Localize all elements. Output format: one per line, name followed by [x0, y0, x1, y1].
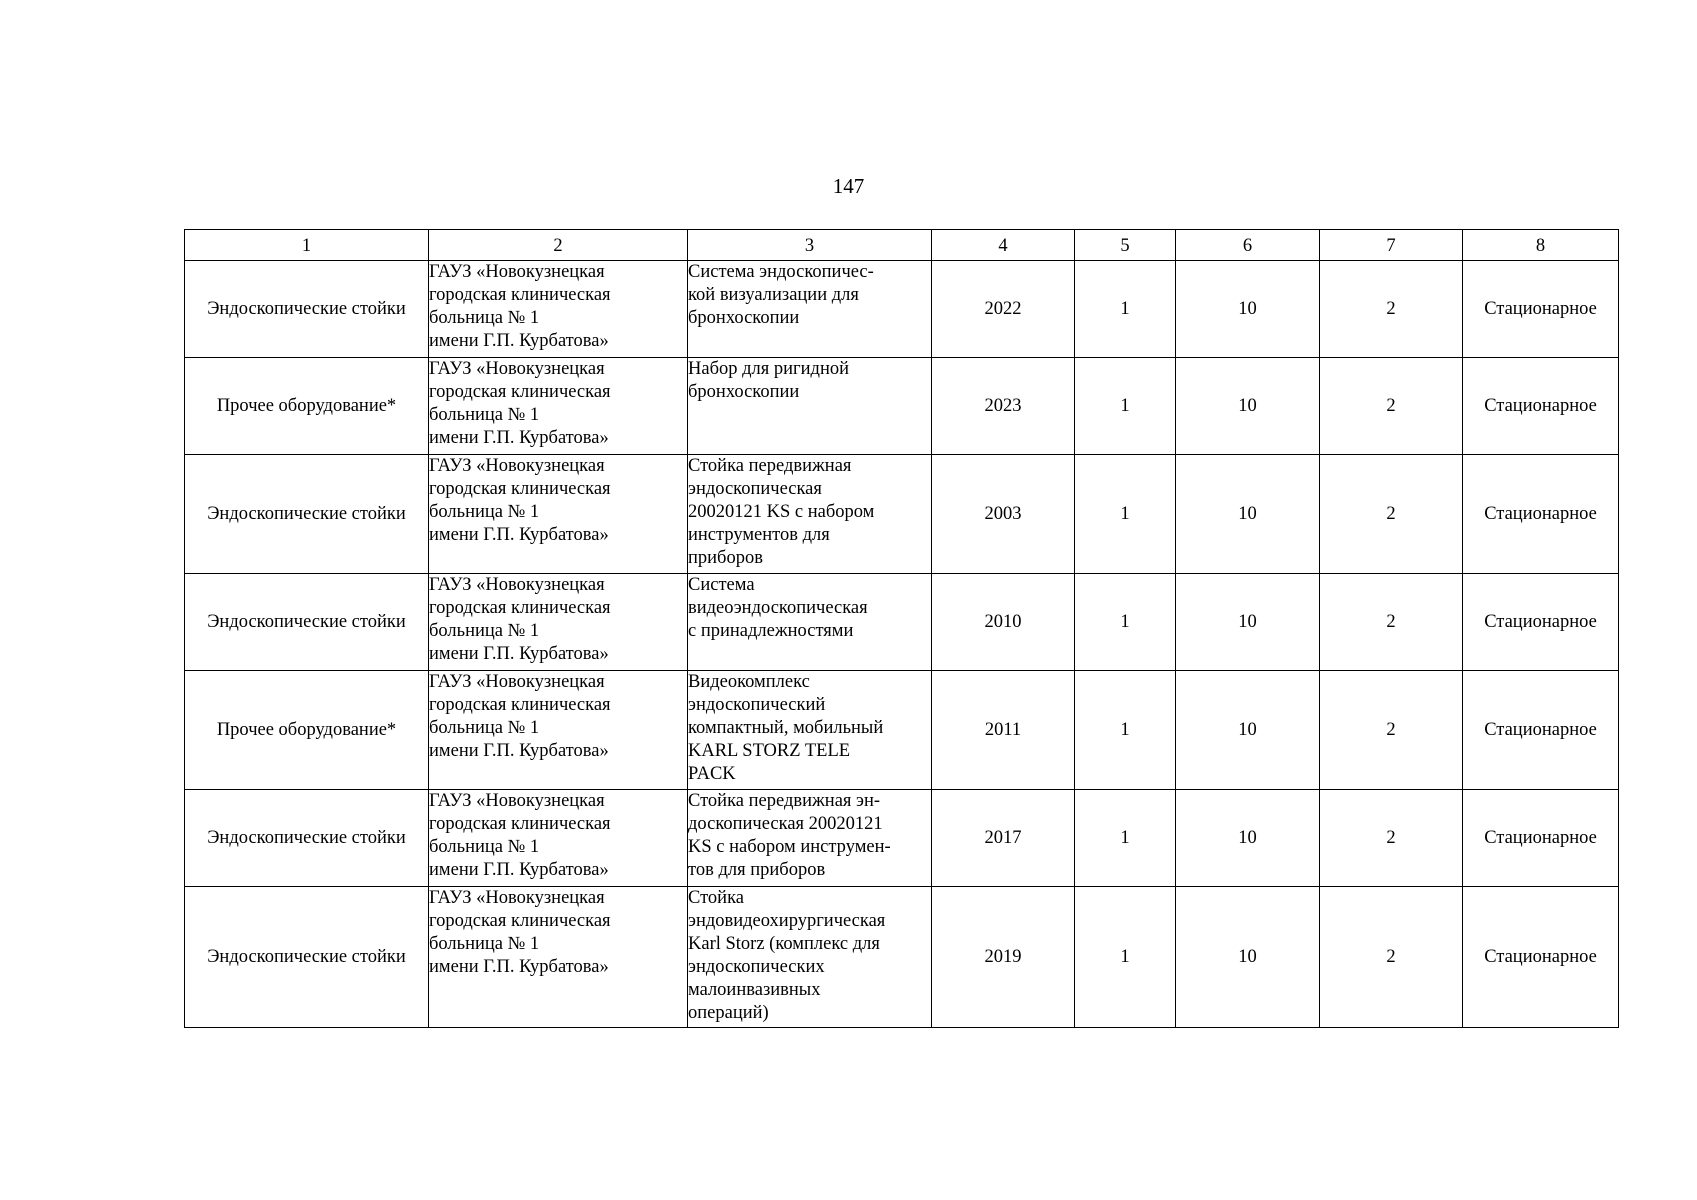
organization-cell-line: больница № 1 [429, 934, 540, 954]
page-number: 147 [832, 174, 865, 198]
year-cell: 2019 [932, 887, 1075, 1028]
equipment-type-cell: Прочее оборудование* [185, 358, 429, 455]
equipment-type-cell: Эндоскопические стойки [185, 790, 429, 887]
equipment-name-cell [688, 671, 932, 790]
organization-cell-line: городская клиническая [429, 695, 611, 715]
equipment-name-cell-line: эндоскопический [688, 695, 826, 715]
organization-cell [429, 887, 688, 1028]
organization-cell-line: ГАУЗ «Новокузнецкая [429, 575, 605, 595]
column-header-1: 1 [185, 230, 429, 261]
equipment-name-cell-line: тов для приборов [688, 860, 826, 880]
organization-cell-line: имени Г.П. Курбатова» [429, 525, 609, 545]
header-row [185, 230, 1619, 261]
table-row [185, 358, 1619, 455]
organization-cell-line: ГАУЗ «Новокузнецкая [429, 672, 605, 692]
year-cell: 2017 [932, 790, 1075, 887]
organization-cell-line: имени Г.П. Курбатова» [429, 741, 609, 761]
organization-cell [429, 671, 688, 790]
column-5-cell: 1 [1075, 261, 1176, 358]
column-5-cell: 1 [1075, 671, 1176, 790]
organization-cell-line: городская клиническая [429, 911, 611, 931]
equipment-name-cell-line: Karl Storz (комплекс для [688, 934, 880, 954]
column-header-8: 8 [1463, 230, 1619, 261]
equipment-name-cell-line: Система [688, 575, 755, 595]
equipment-name-cell-line: компактный, мобильный [688, 718, 884, 738]
column-7-cell: 2 [1320, 358, 1463, 455]
column-7-cell: 2 [1320, 574, 1463, 671]
organization-cell-line: ГАУЗ «Новокузнецкая [429, 791, 605, 811]
column-6-cell: 10 [1176, 358, 1320, 455]
organization-cell [429, 261, 688, 358]
organization-cell-line: ГАУЗ «Новокузнецкая [429, 456, 605, 476]
organization-cell-line: городская клиническая [429, 598, 611, 618]
table-row [185, 574, 1619, 671]
year-cell: 2010 [932, 574, 1075, 671]
column-6-cell: 10 [1176, 574, 1320, 671]
organization-cell-line: ГАУЗ «Новокузнецкая [429, 262, 605, 282]
equipment-table [184, 229, 1619, 1028]
organization-cell-line: имени Г.П. Курбатова» [429, 428, 609, 448]
organization-cell-line: имени Г.П. Курбатова» [429, 644, 609, 664]
equipment-name-cell-line: приборов [688, 548, 763, 568]
equipment-name-cell [688, 887, 932, 1028]
column-6-cell: 10 [1176, 790, 1320, 887]
column-6-cell: 10 [1176, 671, 1320, 790]
equipment-name-cell-line: эндовидеохирургическая [688, 911, 886, 931]
column-header-2: 2 [429, 230, 688, 261]
column-7-cell: 2 [1320, 790, 1463, 887]
year-cell: 2022 [932, 261, 1075, 358]
column-5-cell: 1 [1075, 887, 1176, 1028]
organization-cell-line: ГАУЗ «Новокузнецкая [429, 888, 605, 908]
equipment-type-cell: Эндоскопические стойки [185, 261, 429, 358]
organization-cell-line: городская клиническая [429, 382, 611, 402]
equipment-name-cell-line: с принадлежностями [688, 621, 854, 641]
table-body [185, 261, 1619, 1028]
equipment-name-cell-line: доскопическая 20020121 [688, 814, 883, 834]
equipment-name-cell-line: Видеокомплекс [688, 672, 810, 692]
organization-cell-line: имени Г.П. Курбатова» [429, 957, 609, 977]
organization-cell [429, 574, 688, 671]
usage-type-cell: Стационарное [1463, 358, 1619, 455]
equipment-name-cell-line: KARL STORZ TELE [688, 741, 851, 761]
equipment-type-cell: Эндоскопические стойки [185, 574, 429, 671]
organization-cell-line: городская клиническая [429, 479, 611, 499]
column-5-cell: 1 [1075, 358, 1176, 455]
column-7-cell: 2 [1320, 455, 1463, 574]
organization-cell-line: городская клиническая [429, 814, 611, 834]
year-cell: 2003 [932, 455, 1075, 574]
column-6-cell: 10 [1176, 887, 1320, 1028]
organization-cell [429, 455, 688, 574]
organization-cell-line: имени Г.П. Курбатова» [429, 331, 609, 351]
equipment-name-cell-line: KS с набором инструмен- [688, 837, 891, 857]
usage-type-cell: Стационарное [1463, 790, 1619, 887]
column-header-5: 5 [1075, 230, 1176, 261]
organization-cell-line: больница № 1 [429, 502, 540, 522]
column-7-cell: 2 [1320, 261, 1463, 358]
table-row [185, 671, 1619, 790]
column-7-cell: 2 [1320, 671, 1463, 790]
equipment-name-cell-line: малоинвазивных [688, 980, 821, 1000]
usage-type-cell: Стационарное [1463, 261, 1619, 358]
table-row [185, 887, 1619, 1028]
table-row [185, 790, 1619, 887]
organization-cell-line: имени Г.П. Курбатова» [429, 860, 609, 880]
usage-type-cell: Стационарное [1463, 574, 1619, 671]
equipment-name-cell-line: 20020121 KS с набором [688, 502, 875, 522]
organization-cell-line: больница № 1 [429, 308, 540, 328]
year-cell: 2011 [932, 671, 1075, 790]
organization-cell-line: больница № 1 [429, 621, 540, 641]
organization-cell [429, 790, 688, 887]
usage-type-cell: Стационарное [1463, 887, 1619, 1028]
equipment-name-cell-line: эндоскопических [688, 957, 825, 977]
equipment-name-cell-line: кой визуализации для [688, 285, 859, 305]
equipment-name-cell-line: Система эндоскопичес- [688, 262, 874, 282]
equipment-name-cell-line: видеоэндоскопическая [688, 598, 868, 618]
column-header-3: 3 [688, 230, 932, 261]
column-7-cell: 2 [1320, 887, 1463, 1028]
organization-cell [429, 358, 688, 455]
usage-type-cell: Стационарное [1463, 455, 1619, 574]
column-6-cell: 10 [1176, 455, 1320, 574]
equipment-type-cell: Эндоскопические стойки [185, 887, 429, 1028]
column-header-4: 4 [932, 230, 1075, 261]
table-row [185, 261, 1619, 358]
organization-cell-line: больница № 1 [429, 405, 540, 425]
organization-cell-line: больница № 1 [429, 837, 540, 857]
column-6-cell: 10 [1176, 261, 1320, 358]
organization-cell-line: городская клиническая [429, 285, 611, 305]
equipment-name-cell-line: Набор для ригидной [688, 359, 849, 379]
organization-cell-line: ГАУЗ «Новокузнецкая [429, 359, 605, 379]
column-header-6: 6 [1176, 230, 1320, 261]
equipment-name-cell-line: Стойка [688, 888, 745, 908]
equipment-name-cell-line: Стойка передвижная эн- [688, 791, 881, 811]
column-5-cell: 1 [1075, 790, 1176, 887]
equipment-name-cell [688, 358, 932, 455]
equipment-name-cell [688, 574, 932, 671]
equipment-name-cell-line: Стойка передвижная [688, 456, 852, 476]
column-5-cell: 1 [1075, 455, 1176, 574]
equipment-name-cell [688, 455, 932, 574]
usage-type-cell: Стационарное [1463, 671, 1619, 790]
equipment-name-cell [688, 790, 932, 887]
equipment-name-cell-line: PACK [688, 764, 736, 784]
table-row [185, 455, 1619, 574]
equipment-name-cell-line: бронхоскопии [688, 308, 800, 328]
column-header-7: 7 [1320, 230, 1463, 261]
equipment-name-cell-line: эндоскопическая [688, 479, 822, 499]
equipment-name-cell-line: операций) [688, 1003, 769, 1023]
organization-cell-line: больница № 1 [429, 718, 540, 738]
column-5-cell: 1 [1075, 574, 1176, 671]
equipment-type-cell: Прочее оборудование* [185, 671, 429, 790]
equipment-name-cell-line: инструментов для [688, 525, 830, 545]
equipment-type-cell: Эндоскопические стойки [185, 455, 429, 574]
equipment-name-cell [688, 261, 932, 358]
year-cell: 2023 [932, 358, 1075, 455]
equipment-name-cell-line: бронхоскопии [688, 382, 800, 402]
